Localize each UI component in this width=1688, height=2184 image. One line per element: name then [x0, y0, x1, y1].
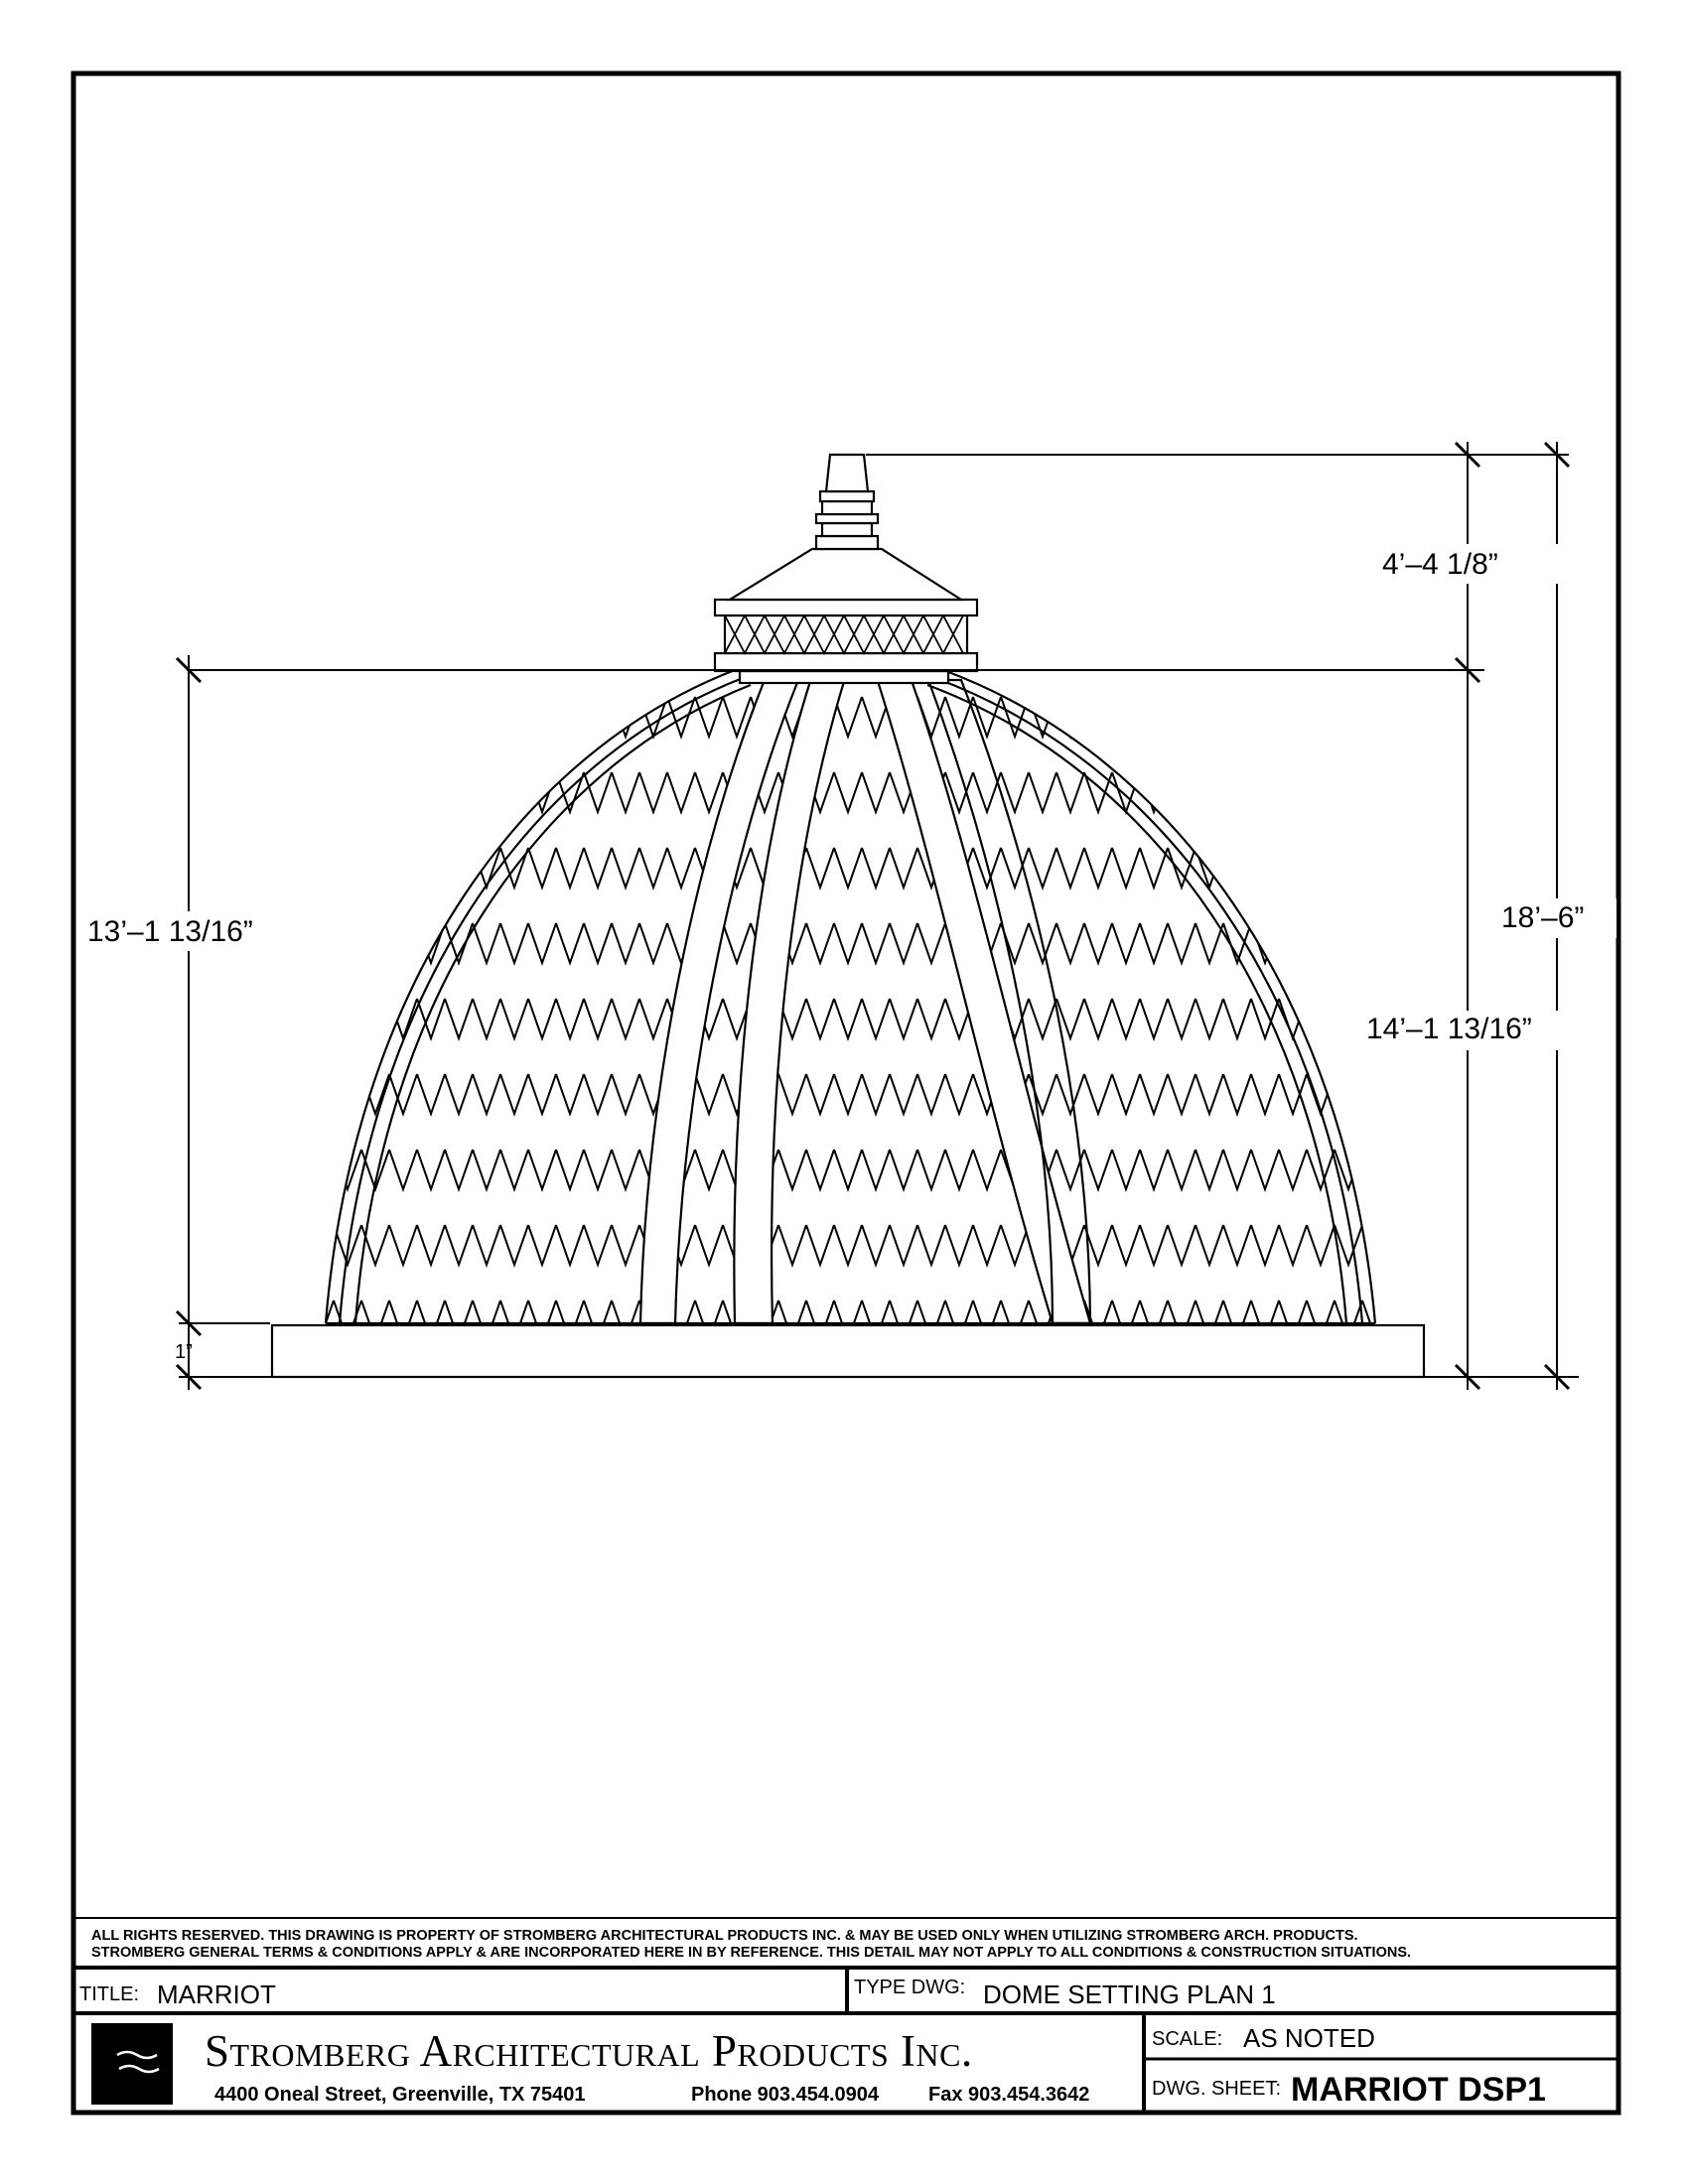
company-address: 4400 Oneal Street, Greenville, TX 75401: [214, 2084, 586, 2106]
dim-dome-height-left: 13’–1 13/16”: [87, 915, 253, 948]
company-logo: [91, 2023, 173, 2105]
company-fax: Fax 903.454.3642: [928, 2084, 1090, 2106]
dome-base: [272, 1325, 1424, 1377]
type-dwg-value: DOME SETTING PLAN 1: [983, 1979, 1276, 2009]
company-phone: Phone 903.454.0904: [691, 2084, 880, 2106]
dim-dome-height-right: 14’–1 13/16”: [1366, 1013, 1532, 1045]
title-value: MARRIOT: [157, 1979, 276, 2009]
notice-line-2: STROMBERG GENERAL TERMS & CONDITIONS APPLY & ARE INCORPORATED HERE IN BY REFERENCE. THIS DETAIL MAY NOT APPLY TO ALL CONDITIONS & CONSTRUCTION SITUATIONS.: [91, 1945, 1412, 1961]
title-label: TITLE:: [79, 1983, 140, 2005]
company-name: Stromberg Architectural Products Inc.: [205, 2026, 973, 2076]
title-block: [73, 1918, 1618, 2113]
dome-zigzag-pattern: [326, 670, 1378, 1325]
dome-collar: [740, 671, 948, 683]
lantern-lower-band: [715, 653, 977, 671]
notice-line-1: ALL RIGHTS RESERVED. THIS DRAWING IS PROPERTY OF STROMBERG ARCHITECTURAL PRODUCTS INC. & MAY BE USED ONLY WHEN UTILIZING STROMBERG ARCH. PRODUCTS.: [91, 1928, 1358, 1944]
lantern-roof: [730, 549, 961, 600]
dim-finial-height: 4’–4 1/8”: [1382, 548, 1498, 581]
scale-value: AS NOTED: [1243, 2023, 1375, 2053]
dim-base-thickness: 1”: [175, 1341, 193, 1363]
lantern-upper-band: [715, 600, 977, 615]
dim-total-height: 18’–6”: [1501, 901, 1585, 934]
type-dwg-label: TYPE DWG:: [854, 1977, 966, 1998]
finial: [816, 455, 878, 549]
sheet-value: MARRIOT DSP1: [1291, 2071, 1546, 2109]
scale-label: SCALE:: [1152, 2028, 1223, 2050]
dome-elevation: [272, 455, 1424, 1377]
sheet-label: DWG. SHEET:: [1152, 2078, 1282, 2100]
